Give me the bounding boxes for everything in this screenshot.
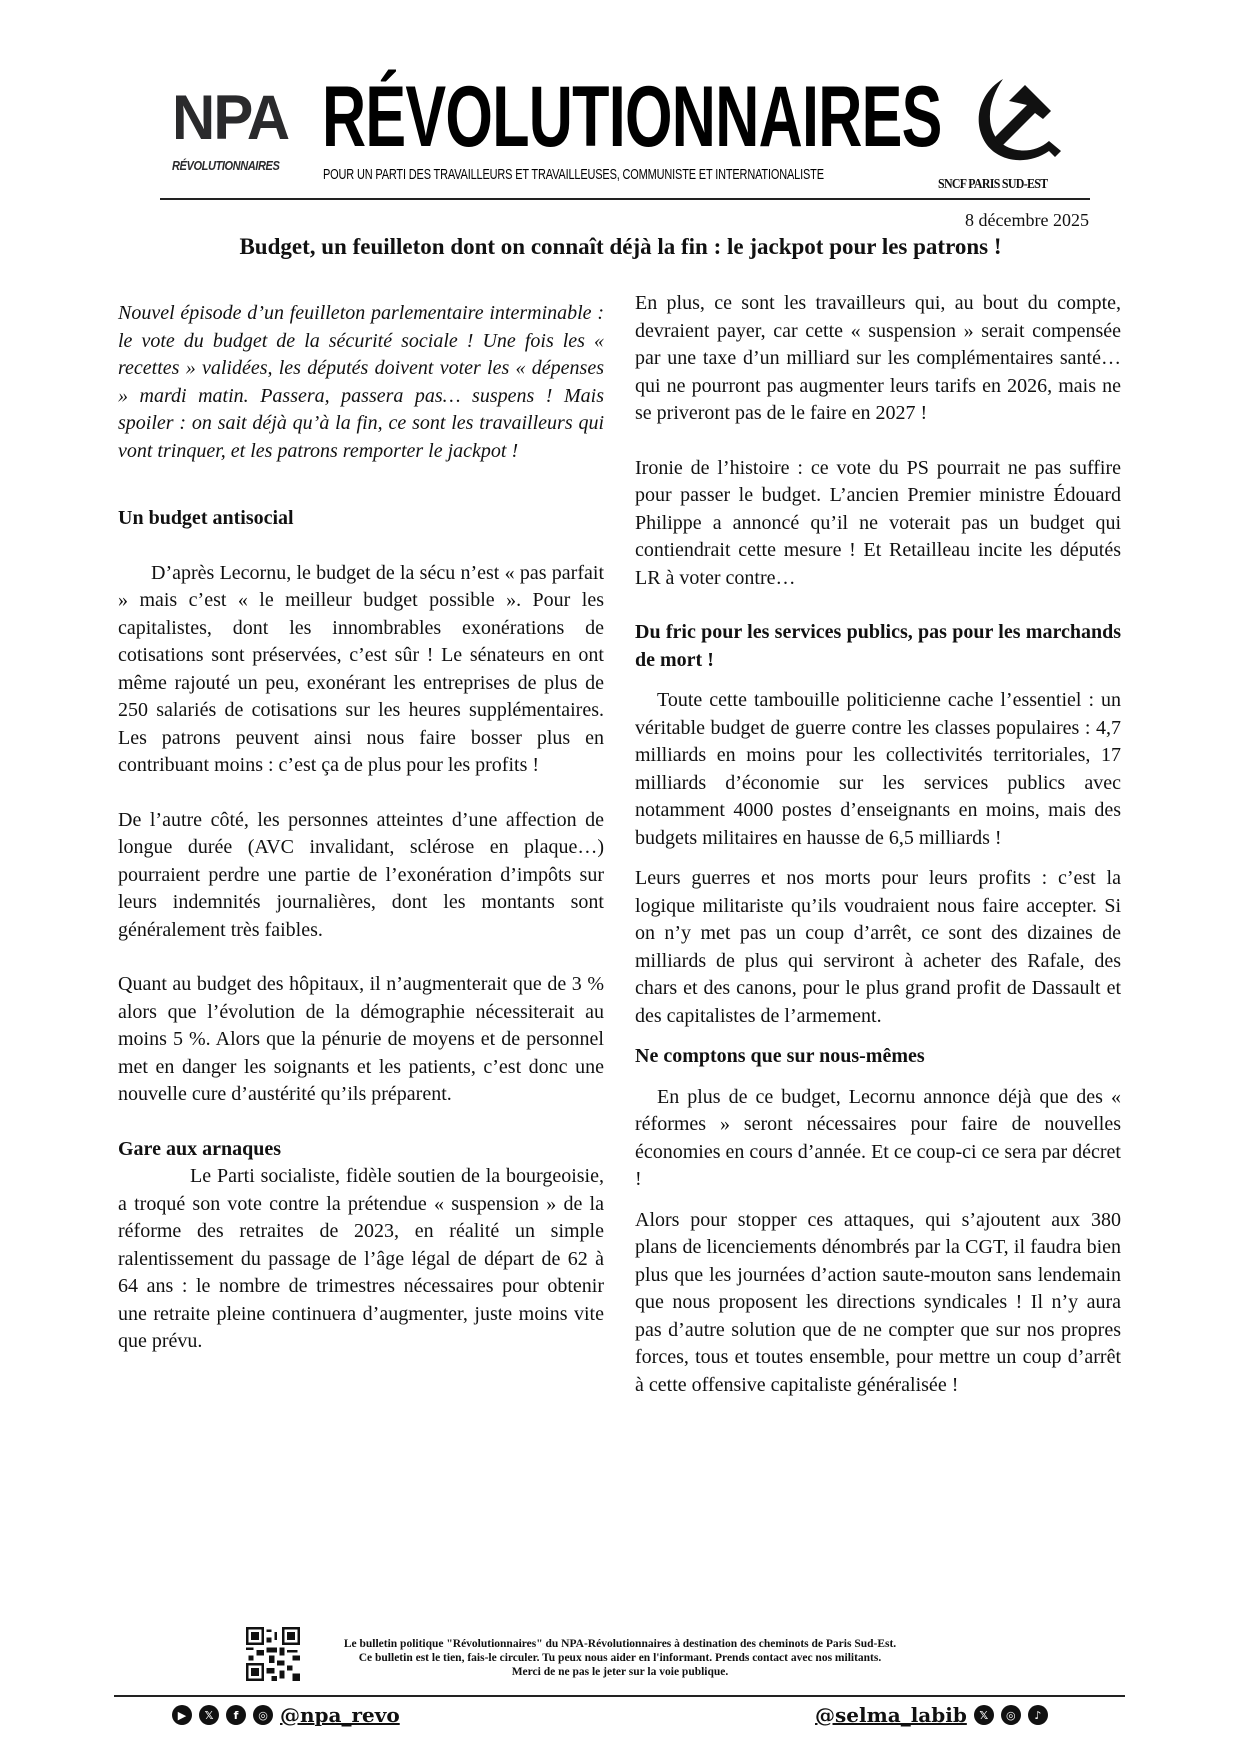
instagram-icon[interactable]: ◎ bbox=[253, 1705, 273, 1725]
footer-note bbox=[295, 1637, 945, 1679]
publication-tagline: POUR UN PARTI DES TRAVAILLEURS ET TRAVAILLEUSES, COMMUNISTE ET INTERNATIONALISTE bbox=[323, 166, 824, 183]
section-heading: Un budget antisocial bbox=[118, 507, 294, 529]
qr-code-icon[interactable] bbox=[246, 1627, 300, 1681]
paragraph: Leurs guerres et nos morts pour leurs profits : c’est la logique militariste qu’ils voudraient nous faire accepter. Si on n’y met pas un coup d’arrêt, ce sont des dizaines de milliards de plus qui serviront à acheter des Rafale, des chars et des canons, pour le plus grand profit de Dassault et des capitalistes de l’armement. bbox=[635, 867, 1121, 1027]
npa-logo-subtitle: RÉVOLUTIONNAIRES bbox=[172, 158, 280, 173]
paragraph: Alors pour stopper ces attaques, qui s’ajoutent aux 380 plans de licenciements dénombrés par la CGT, il faudra bien plus que les journées d’action saute-mouton sans lendemain que nous proposent les directions syndicales ! Il n’y aura pas d’autre solution que de ne compter que sur nos propres forces, tous et toutes ensemble, pour mettre un coup d’arrêt à cette offensive capitaliste généralisée ! bbox=[635, 1208, 1121, 1396]
paragraph: En plus de ce budget, Lecornu annonce déjà que des « réformes » seront nécessaires pour faire de nouvelles économies en cours d’année. Et ce coup-ci ce sera par décret ! bbox=[635, 1085, 1121, 1190]
npa-logo bbox=[172, 83, 298, 173]
emblem-label: SNCF PARIS SUD-EST bbox=[938, 177, 1048, 192]
npa-logo-text: NPA bbox=[172, 83, 289, 153]
footer-note-line: Le bulletin politique "Révolutionnaires" du NPA-Révolutionnaires à destination des cheminots de Paris Sud-Est. bbox=[343, 1638, 897, 1650]
paragraph: Le Parti socialiste, fidèle soutien de la bourgeoisie, a troqué son vote contre la prétendue « suspension » de la réforme des retraites de 2023, en réalité un simple ralentissement du passage de l’âge légal de départ de 62 à 64 ans : le nombre de trimestres nécessaires pour obtenir une retraite pleine continuera d’augmenter, juste moins vite que prévu. bbox=[118, 1165, 604, 1352]
section-heading: Ne comptons que sur nous-mêmes bbox=[635, 1045, 925, 1067]
youtube-icon[interactable]: ▶ bbox=[172, 1705, 192, 1725]
instagram-icon[interactable]: ◎ bbox=[1001, 1705, 1021, 1725]
footer-note-line: Merci de ne pas le jeter sur la voie publique. bbox=[511, 1666, 729, 1678]
paragraph: De l’autre côté, les personnes atteintes d’une affection de longue durée (AVC invalidant, sclérose en plaque…) pourraient perdre une partie de l’exonération d’impôts sur leurs indemnités journalières, dont les montants sont généralement très faibles. bbox=[118, 808, 604, 941]
header-divider bbox=[160, 198, 1090, 200]
section-heading: Du fric pour les services publics, pas pour les marchands de mort ! bbox=[635, 621, 1121, 671]
paragraph: Ironie de l’histoire : ce vote du PS pourrait ne pas suffire pour passer le budget. L’ancien Premier ministre Édouard Philippe a annoncé qu’il ne voterait pas un budget qui contiendrait cette mesure ! Et Retailleau incite les députés LR à voter contre… bbox=[635, 456, 1121, 589]
x-icon[interactable]: 𝕏 bbox=[199, 1705, 219, 1725]
selma-handle-link[interactable]: @selma_labib bbox=[815, 1703, 967, 1727]
footer-note-line: Ce bulletin est le tien, fais-le circuler. Tu peux nous aider en l'informant. Prends contact avec nos militants. bbox=[358, 1652, 882, 1664]
headline: Budget, un feuilleton dont on connaît déjà la fin : le jackpot pour les patrons ! bbox=[239, 234, 1002, 259]
footer-divider bbox=[114, 1695, 1125, 1697]
npa-handle-link[interactable]: @npa_revo bbox=[280, 1703, 400, 1727]
issue-date: 8 décembre 2025 bbox=[965, 210, 1089, 230]
social-links-selma bbox=[815, 1703, 1048, 1727]
social-links-npa bbox=[172, 1703, 400, 1727]
column-right bbox=[635, 290, 1121, 1399]
paragraph: Quant au budget des hôpitaux, il n’augmenterait que de 3 % alors que l’évolution de la démographie nécessiterait au moins 5 %. Alors que la pénurie de moyens et de personnel met en danger les soignants et les patients, c’est donc une nouvelle cure d’austérité qu’ils préparent. bbox=[118, 973, 604, 1105]
column-left bbox=[118, 300, 604, 1356]
paragraph: En plus, ce sont les travailleurs qui, au bout du compte, devraient payer, car cette « suspension » serait compensée par une taxe d’un milliard sur les complémentaires santé… qui ne pourront pas augmenter leurs tarifs en 2026, mais ne se priveront pas de le faire en 2027 ! bbox=[635, 292, 1121, 424]
hammer-sickle-icon bbox=[965, 75, 1065, 170]
paragraph: D’après Lecornu, le budget de la sécu n’est « pas parfait » mais c’est « le meilleur budget possible ». Pour les capitalistes, dont les innombrables exonérations de cotisations sont préservées, c’est sûr ! Le sénateurs en ont même rajouté un peu, exonérant les entreprises de plus de 250 salariés de cotisations sur les heures supplémentaires. Les patrons peuvent ainsi nous faire bosser plus en contribuant moins : c’est ça de plus pour les profits ! bbox=[118, 561, 604, 776]
x-icon[interactable]: 𝕏 bbox=[974, 1705, 994, 1725]
publication-title: RÉVOLUTIONNAIRES bbox=[322, 69, 942, 165]
paragraph: Toute cette tambouille politicienne cache l’essentiel : un véritable budget de guerre contre les classes populaires : 4,7 milliards en moins pour les collectivités territoriales, 17 milliards d’économie sur les services publics avec notamment 4000 postes d’enseignants en moins, mais des budgets militaires en hausse de 6,5 milliards ! bbox=[635, 689, 1121, 849]
section-heading: Gare aux arnaques bbox=[118, 1137, 281, 1160]
tiktok-icon[interactable]: ♪ bbox=[1028, 1705, 1048, 1725]
lead-paragraph: Nouvel épisode d’un feuilleton parlementaire interminable : le vote du budget de la sécurité sociale ! Une fois les « recettes » validées, les députés doivent voter les « dépenses » mardi matin. Passera, passera pas… suspens ! Mais spoiler : on sait déjà qu’à la fin, ce sont les travailleurs qui vont trinquer, et les patrons remporter le jackpot ! bbox=[118, 302, 604, 462]
facebook-icon[interactable]: f bbox=[226, 1705, 246, 1725]
masthead bbox=[160, 70, 1090, 200]
